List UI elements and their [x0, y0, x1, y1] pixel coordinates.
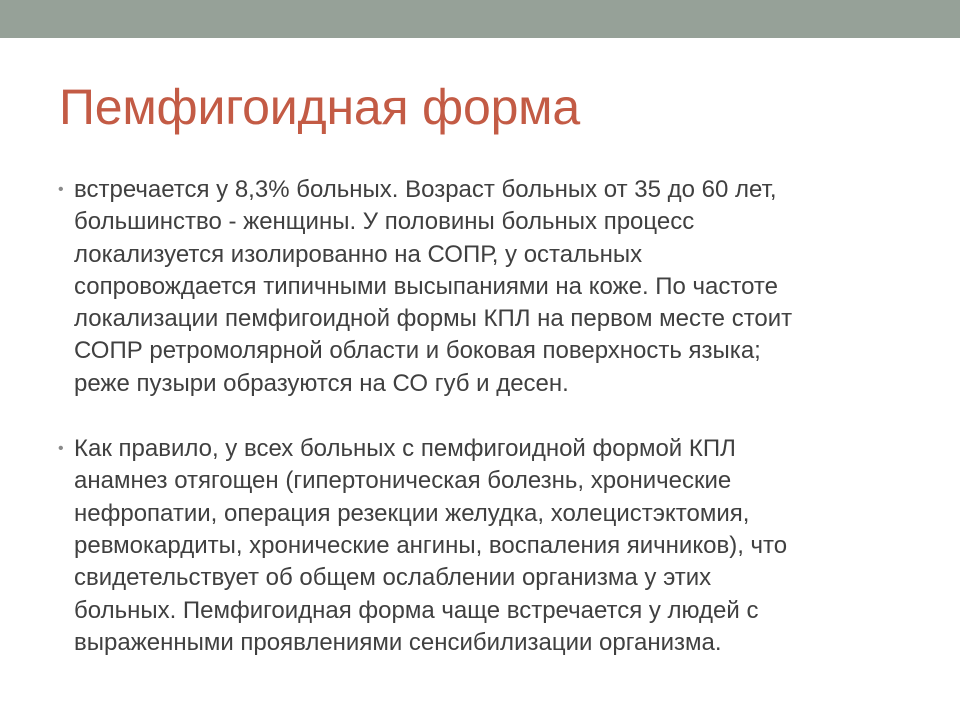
bullet-line: Как правило, у всех больных с пемфигоидной формой КПЛ [74, 435, 736, 463]
bullet-line: реже пузыри образуются на СО губ и десен. [74, 369, 569, 397]
bullet-item-1 [58, 174, 908, 400]
slide-body [58, 174, 908, 659]
bullet-line: выраженными проявлениями сенсибилизации организма. [74, 628, 722, 656]
bullet-line: анамнез отягощен (гипертоническая болезнь, хронические [74, 467, 732, 495]
bullet-line: свидетельствует об общем ослаблении организма у этих [74, 564, 712, 592]
bullet-line: ревмокардиты, хронические ангины, воспаления яичников), что [74, 531, 788, 559]
bullet-line: локализации пемфигоидной формы КПЛ на первом месте стоит [74, 305, 793, 333]
bullet-line: встречается у 8,3% больных. Возраст больных от 35 до 60 лет, [74, 176, 777, 203]
bullet-item-2 [58, 433, 908, 659]
bullet-marker: • [58, 440, 64, 458]
bullet-line: локализуется изолированно на СОПР, у остальных [74, 240, 643, 268]
bullet-marker: • [58, 181, 64, 198]
bullet-line: сопровождается типичными высыпаниями на коже. По частоте [74, 272, 779, 300]
bullet-line: большинство - женщины. У половины больных процесс [74, 208, 695, 236]
top-accent-bar [0, 0, 960, 38]
bullet-line: нефропатии, операция резекции желудка, холецистэктомия, [74, 499, 750, 527]
bullet-line: больных. Пемфигоидная форма чаще встречается у людей с [74, 596, 759, 624]
slide-title: Пемфигоидная форма [59, 79, 580, 135]
bullet-line: СОПР ретромолярной области и боковая поверхность языка; [74, 337, 761, 365]
